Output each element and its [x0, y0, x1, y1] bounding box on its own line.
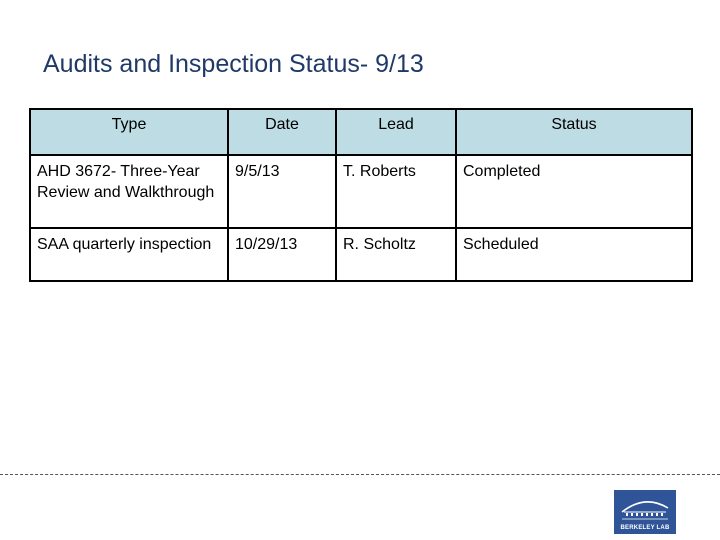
table-row — [30, 155, 692, 228]
table-header-row — [30, 109, 692, 155]
cell-status: Completed — [456, 155, 692, 228]
column-header-date: Date — [228, 109, 336, 155]
cell-status: Scheduled — [456, 228, 692, 281]
logo-text: BERKELEY LAB — [620, 525, 670, 531]
column-header-type: Type — [30, 109, 228, 155]
berkeley-lab-logo — [614, 490, 676, 534]
column-header-status: Status — [456, 109, 692, 155]
cell-date: 9/5/13 — [228, 155, 336, 228]
table-row — [30, 228, 692, 281]
audit-status-table — [29, 108, 693, 282]
footer-divider — [0, 474, 720, 475]
cell-type: SAA quarterly inspection — [30, 228, 228, 281]
page-title: Audits and Inspection Status- 9/13 — [43, 50, 424, 78]
cell-type: AHD 3672- Three-Year Review and Walkthrough — [30, 155, 228, 228]
cell-date: 10/29/13 — [228, 228, 336, 281]
cell-lead: T. Roberts — [336, 155, 456, 228]
cell-lead: R. Scholtz — [336, 228, 456, 281]
column-header-lead: Lead — [336, 109, 456, 155]
